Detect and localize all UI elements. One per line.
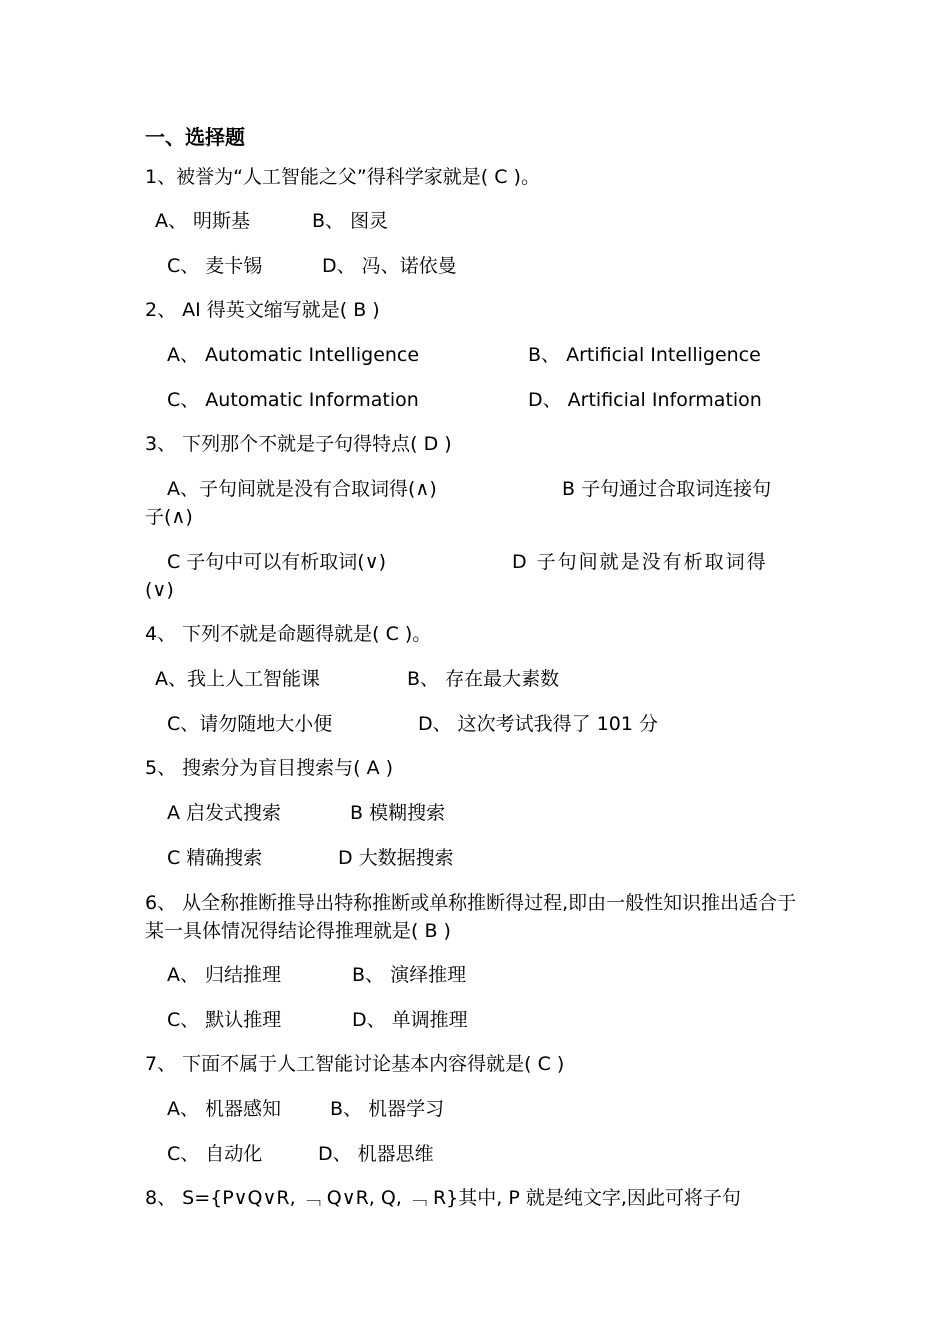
question-4-option-d: D、 这次考试我得了 101 分	[418, 713, 659, 735]
question-8-stem: 8、 S={P∨Q∨R, ﹁ Q∨R, Q, ﹁ R}其中, P 就是纯文字,因此可将子句	[145, 1187, 741, 1209]
question-3-option-d-first-line: D 子句间就是没有析取词得	[512, 551, 768, 573]
question-2-stem: 2、 AI 得英文缩写就是( B )	[145, 299, 380, 321]
question-5-option-b: B 模糊搜索	[350, 802, 446, 824]
question-7-option-a: A、 机器感知	[167, 1098, 282, 1120]
question-1-option-d: D、 冯、诺依曼	[322, 255, 457, 277]
question-2-option-d: D、 Artificial Information	[528, 389, 762, 411]
question-6-option-c: C、 默认推理	[167, 1009, 282, 1031]
question-7-option-b: B、 机器学习	[330, 1098, 445, 1120]
question-1-option-b: B、 图灵	[312, 210, 389, 232]
question-5-stem: 5、 搜索分为盲目搜索与( A )	[145, 757, 394, 779]
question-3-option-b-continuation: 子(∧)	[145, 506, 193, 528]
question-3-option-a: A、子句间就是没有合取词得(∧)	[167, 478, 437, 500]
question-4-option-a: A、我上人工智能课	[155, 668, 320, 690]
question-2-option-c: C、 Automatic Information	[167, 389, 419, 411]
question-1-option-c: C、 麦卡锡	[167, 255, 263, 277]
question-5-option-c: C 精确搜索	[167, 847, 263, 869]
question-6-option-d: D、 单调推理	[352, 1009, 468, 1031]
question-4-option-c: C、请勿随地大小便	[167, 713, 333, 735]
question-3-option-b-first-line: B 子句通过合取词连接句	[562, 478, 772, 500]
question-4-stem: 4、 下列不就是命题得就是( C )。	[145, 623, 432, 645]
question-7-option-d: D、 机器思维	[318, 1143, 434, 1165]
question-1-stem: 1、被誉为“人工智能之父”得科学家就是( C )。	[145, 166, 540, 188]
question-4-option-b: B、 存在最大素数	[407, 668, 560, 690]
question-6-stem: 6、 从全称推断推导出特称推断或单称推断得过程,即由一般性知识推出适合于某一具体情况得结论得推理就是( B )	[145, 892, 797, 942]
question-2-option-a: A、 Automatic Intelligence	[167, 344, 420, 366]
question-6-option-a: A、 归结推理	[167, 964, 282, 986]
question-3-stem: 3、 下列那个不就是子句得特点( D )	[145, 433, 452, 455]
question-5-option-a: A 启发式搜索	[167, 802, 282, 824]
question-7-option-c: C、 自动化	[167, 1143, 263, 1165]
question-3-option-d-continuation: (∨)	[145, 579, 174, 601]
question-3-option-c: C 子句中可以有析取词(∨)	[167, 551, 387, 573]
question-1-option-a: A、 明斯基	[155, 210, 251, 232]
question-5-option-d: D 大数据搜索	[338, 847, 454, 869]
question-2-option-b: B、 Artificial Intelligence	[528, 344, 761, 366]
question-6-option-b: B、 演绎推理	[352, 964, 467, 986]
question-7-stem: 7、 下面不属于人工智能讨论基本内容得就是( C )	[145, 1053, 565, 1075]
section-title: 一、选择题	[145, 125, 245, 149]
